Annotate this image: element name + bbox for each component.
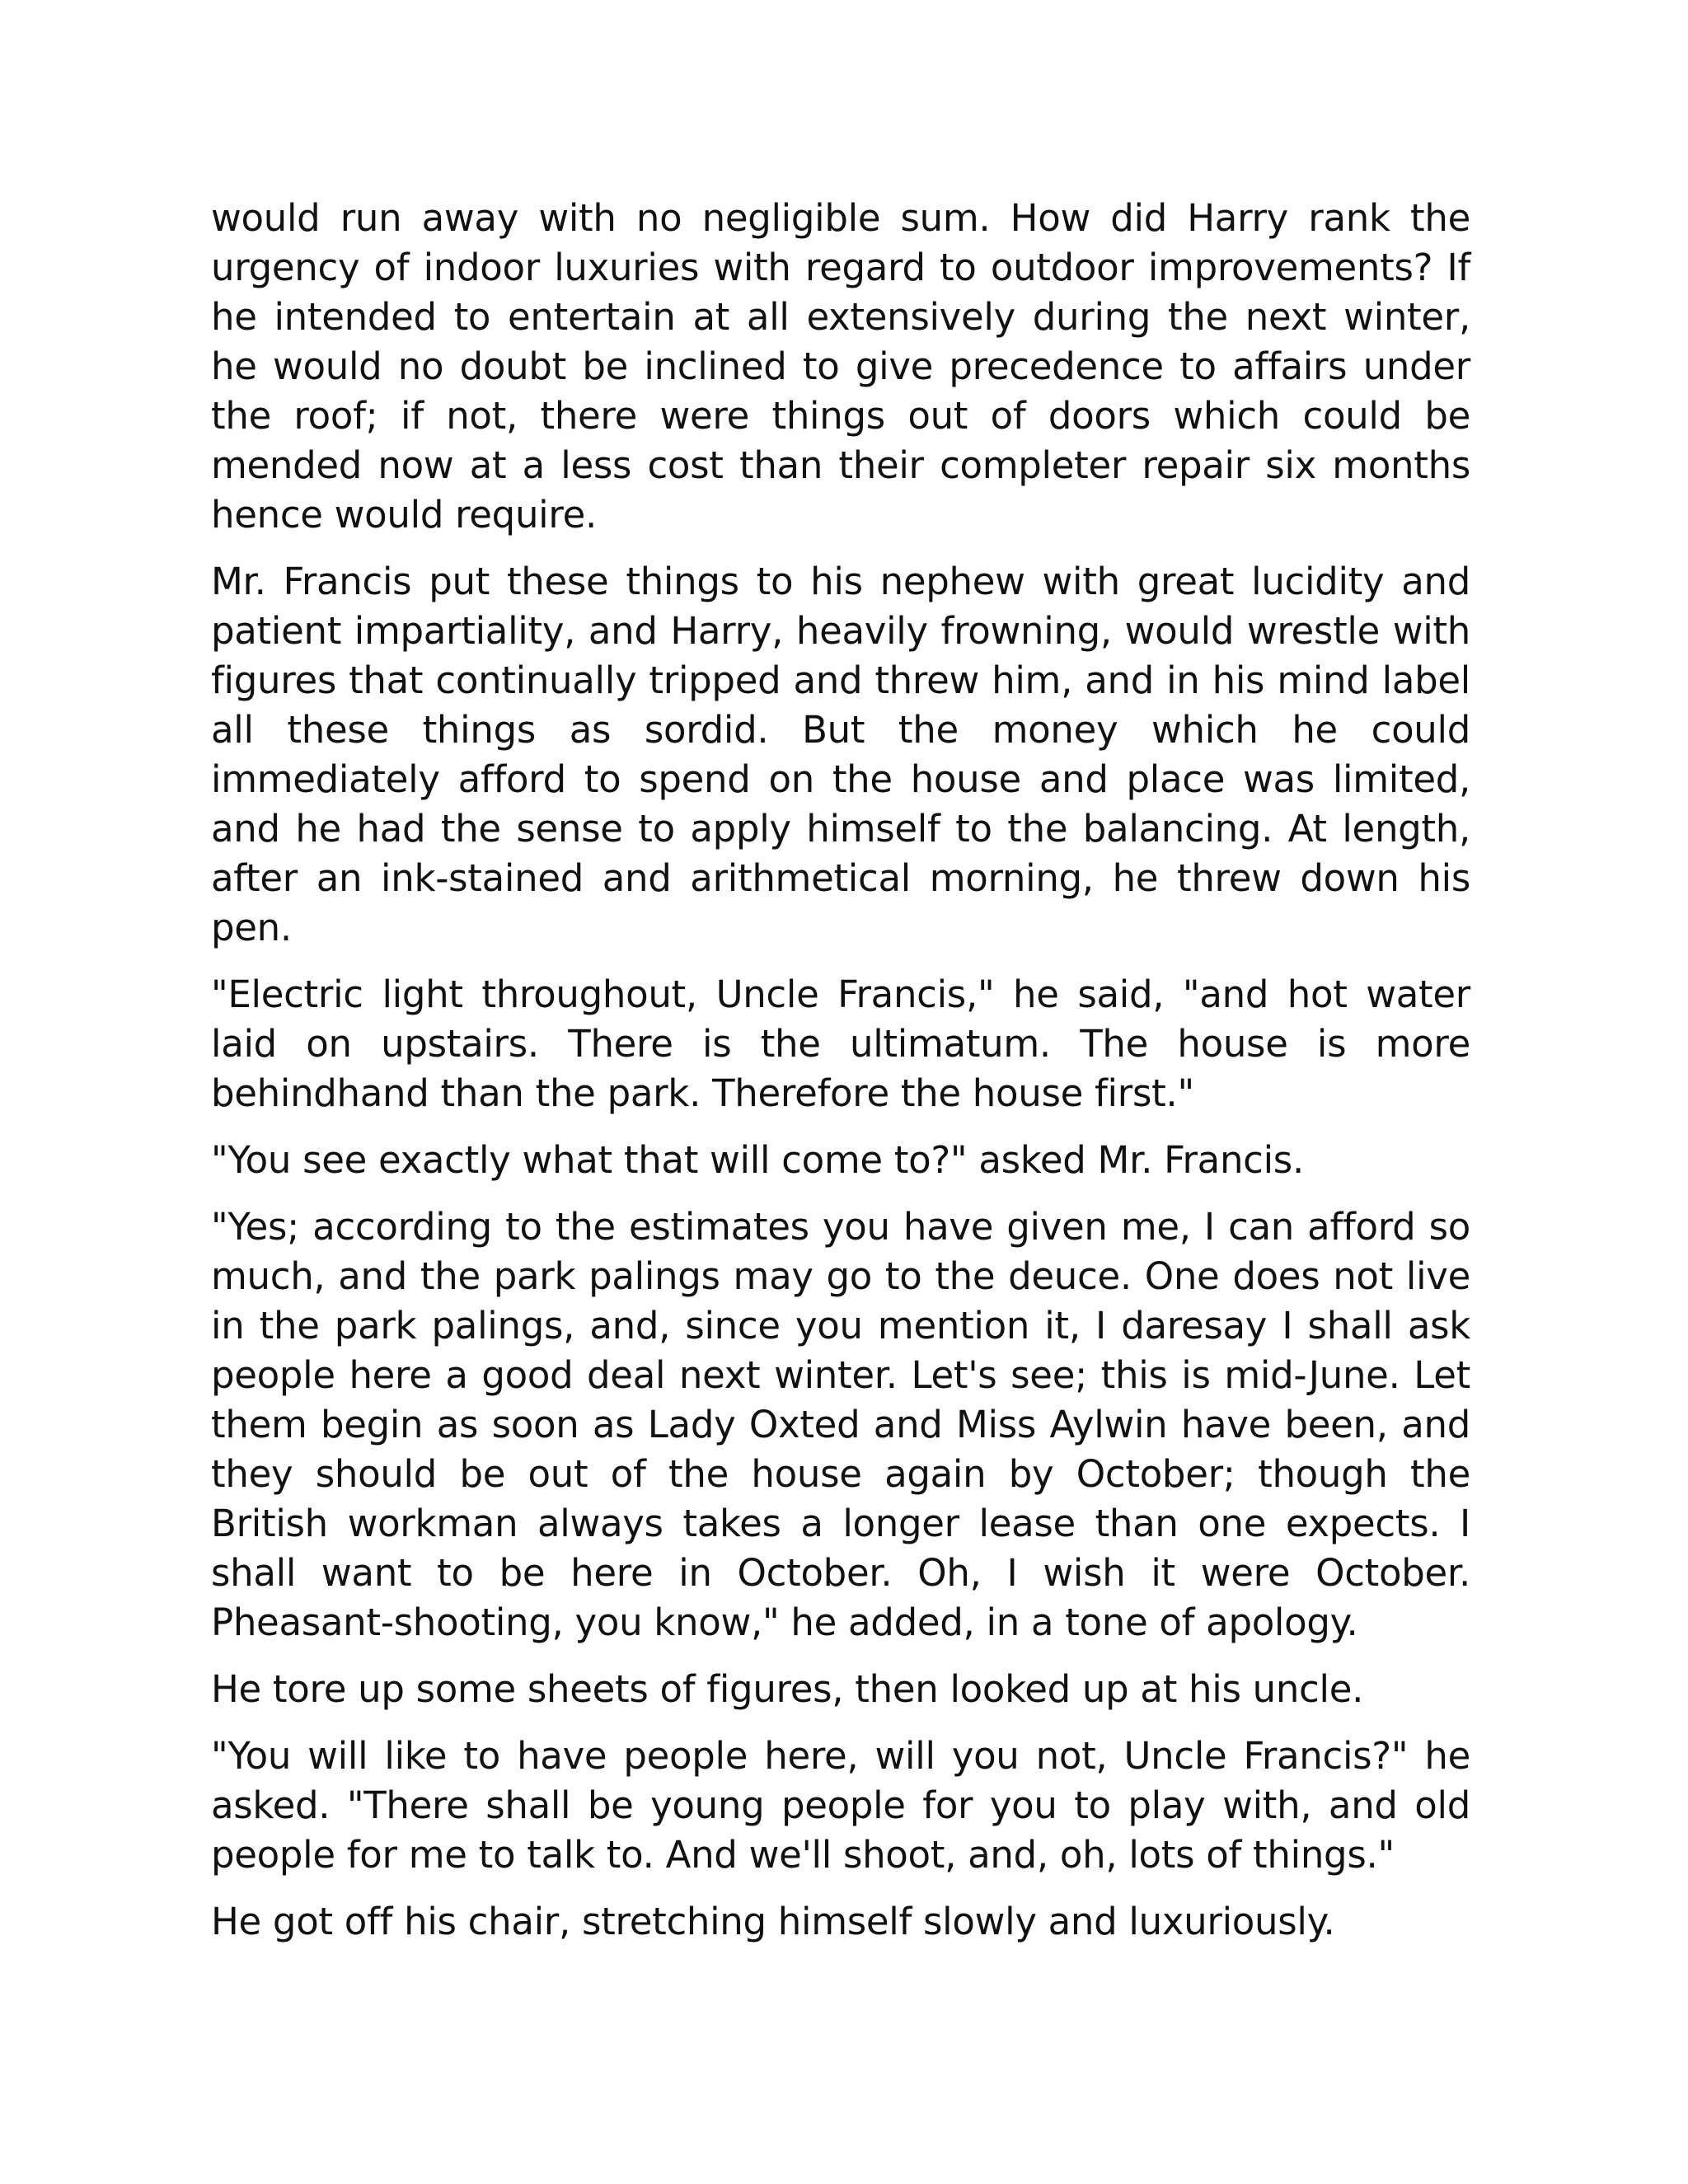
paragraph: He got off his chair, stretching himself slowly and luxuriously. xyxy=(211,1900,1335,1943)
paragraph: would run away with no negligible sum. How did Harry rank the urgency of indoor luxuries with regard to outdoor improvements? If he intended to entertain at all extensively during the next winter, he would no doubt be inclined to give precedence to affairs under the roof; if not, there were things out of doors which could be mended now at a less cost than their completer repair six months hence would require. xyxy=(211,196,1470,537)
paragraph: "You will like to have people here, will you not, Uncle Francis?" he asked. "There shall be young people for you to play with, and old people for me to talk to. And we'll shoot, and, oh, lots of things." xyxy=(211,1734,1470,1877)
paragraph: Mr. Francis put these things to his nephew with great lucidity and patient impartiality, and Harry, heavily frowning, would wrestle with figures that continually tripped and threw him, and in his mind label all these things as sordid. But the money which he could immediately afford to spend on the house and place was limited, and he had the sense to apply himself to the balancing. At length, after an ink-stained and arithmetical morning, he threw down his pen. xyxy=(211,560,1470,949)
paragraph: He tore up some sheets of figures, then looked up at his uncle. xyxy=(211,1667,1364,1711)
paragraph: "Electric light throughout, Uncle Francis," he said, "and hot water laid on upstairs. There is the ultimatum. The house is more behindhand than the park. Therefore the house first." xyxy=(211,972,1470,1115)
paragraph: "Yes; according to the estimates you have given me, I can afford so much, and the park palings may go to the deuce. One does not live in the park palings, and, since you mention it, I daresay I shall ask people here a good deal next winter. Let's see; this is mid-June. Let them begin as soon as Lady Oxted and Miss Aylwin have been, and they should be out of the house again by October; though the British workman always takes a longer lease than one expects. I shall want to be here in October. Oh, I wish it were October. Pheasant-shooting, you know," he added, in a tone of apology. xyxy=(211,1205,1470,1644)
page-body xyxy=(211,194,1470,1964)
paragraph: "You see exactly what that will come to?" asked Mr. Francis. xyxy=(211,1138,1304,1182)
